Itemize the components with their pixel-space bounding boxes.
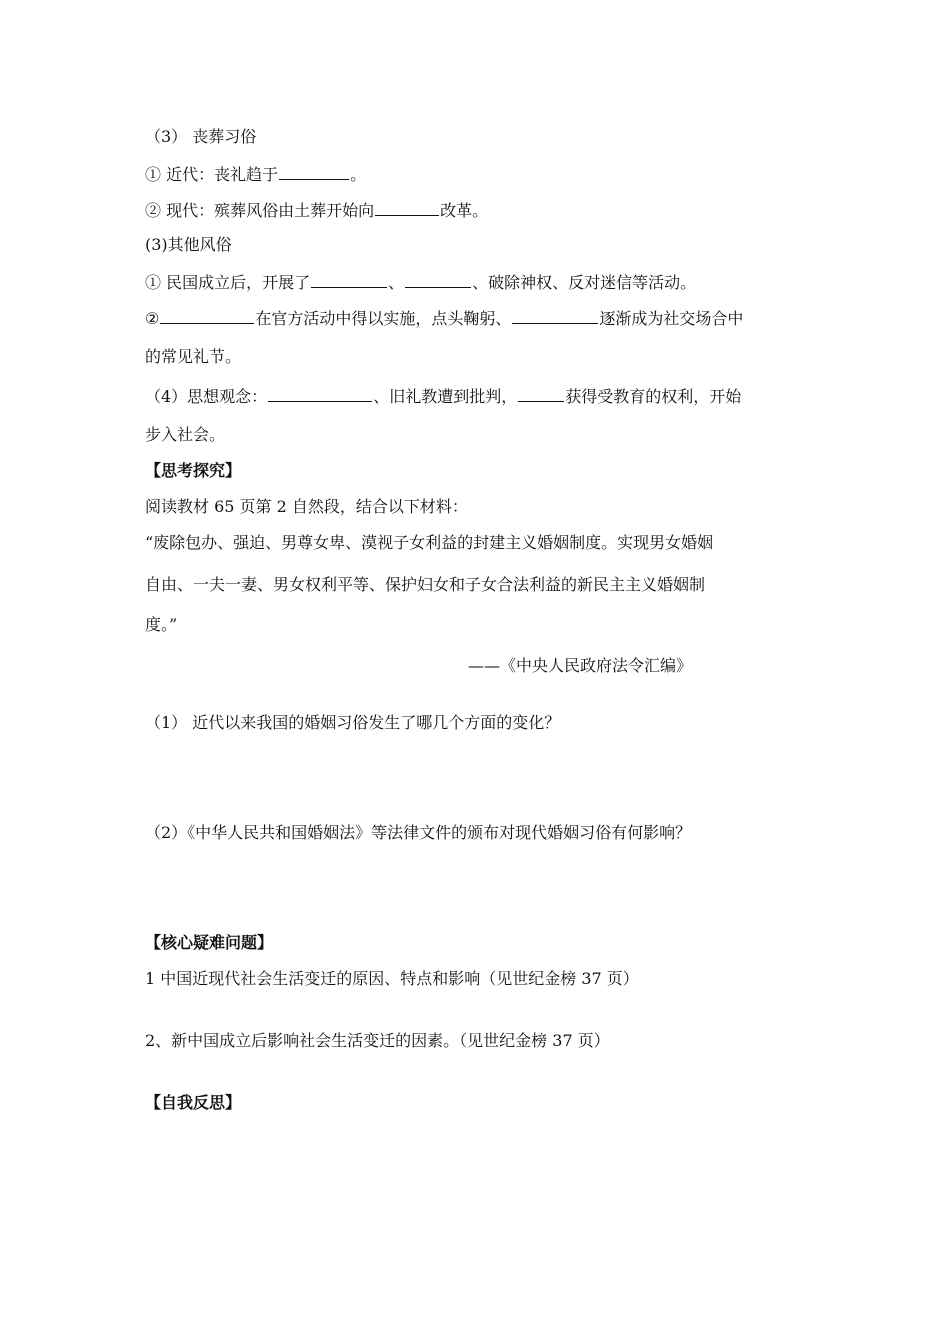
answer-blank[interactable] bbox=[518, 385, 564, 402]
answer-blank[interactable] bbox=[405, 271, 471, 288]
thought-line-1 bbox=[145, 385, 741, 407]
answer-blank[interactable] bbox=[375, 199, 439, 216]
core-item-1: 1 中国近现代社会生活变迁的原因、特点和影响（见世纪金榜 37 页） bbox=[145, 969, 639, 988]
reflect-heading: 【自我反思】 bbox=[145, 1093, 242, 1112]
funeral-line-1-text: ① 近代：丧礼趋于 bbox=[145, 165, 279, 184]
other-line-1 bbox=[145, 271, 696, 293]
other-line-1-end: 、破除神权、反对迷信等活动。 bbox=[472, 273, 697, 292]
other-line-1-sep: 、 bbox=[388, 273, 405, 292]
thought-line-1-text: （4）思想观念： bbox=[145, 387, 268, 406]
funeral-heading: （3） 丧葬习俗 bbox=[145, 127, 257, 146]
other-customs-heading: (3)其他风俗 bbox=[145, 235, 232, 254]
explore-intro: 阅读教材 65 页第 2 自然段，结合以下材料： bbox=[145, 497, 468, 516]
other-line-1-text: ① 民国成立后，开展了 bbox=[145, 273, 311, 292]
funeral-line-1-end: 。 bbox=[350, 165, 367, 184]
quote-line-1: “废除包办、强迫、男尊女卑、漠视子女利益的封建主义婚姻制度。实现男女婚姻 bbox=[145, 533, 714, 552]
thought-line-1-mid: 、旧礼教遭到批判， bbox=[373, 387, 518, 406]
core-item-2: 2、新中国成立后影响社会生活变迁的因素。（见世纪金榜 37 页） bbox=[145, 1031, 610, 1050]
other-line-2-text: 在官方活动中得以实施，点头鞠躬、 bbox=[255, 309, 512, 328]
other-line-2-marker: ② bbox=[145, 309, 160, 328]
answer-blank[interactable] bbox=[279, 163, 349, 180]
answer-blank[interactable] bbox=[268, 385, 372, 402]
question-2: （2）《中华人民共和国婚姻法》等法律文件的颁布对现代婚姻习俗有何影响？ bbox=[145, 823, 692, 842]
answer-blank[interactable] bbox=[311, 271, 387, 288]
quote-line-2: 自由、一夫一妻、男女权利平等、保护妇女和子女合法利益的新民主主义婚姻制 bbox=[145, 575, 706, 594]
funeral-line-2-end: 改革。 bbox=[440, 201, 489, 220]
other-line-2-end: 逐渐成为社交场合中 bbox=[599, 309, 744, 328]
thought-line-2: 步入社会。 bbox=[145, 425, 226, 444]
quote-line-3: 度。” bbox=[145, 615, 178, 634]
funeral-line-1 bbox=[145, 163, 366, 185]
explore-heading: 【思考探究】 bbox=[145, 461, 242, 480]
other-line-2 bbox=[145, 307, 743, 329]
answer-blank[interactable] bbox=[512, 307, 598, 324]
other-line-3: 的常见礼节。 bbox=[145, 347, 242, 366]
question-1: （1） 近代以来我国的婚姻习俗发生了哪几个方面的变化？ bbox=[145, 713, 561, 732]
thought-line-1-end: 获得受教育的权利，开始 bbox=[565, 387, 742, 406]
core-heading: 【核心疑难问题】 bbox=[145, 933, 274, 952]
answer-blank[interactable] bbox=[160, 307, 254, 324]
funeral-line-2-text: ② 现代：殡葬风俗由土葬开始向 bbox=[145, 201, 375, 220]
quote-source: ——《中央人民政府法令汇编》 bbox=[468, 656, 693, 675]
funeral-line-2 bbox=[145, 199, 488, 221]
